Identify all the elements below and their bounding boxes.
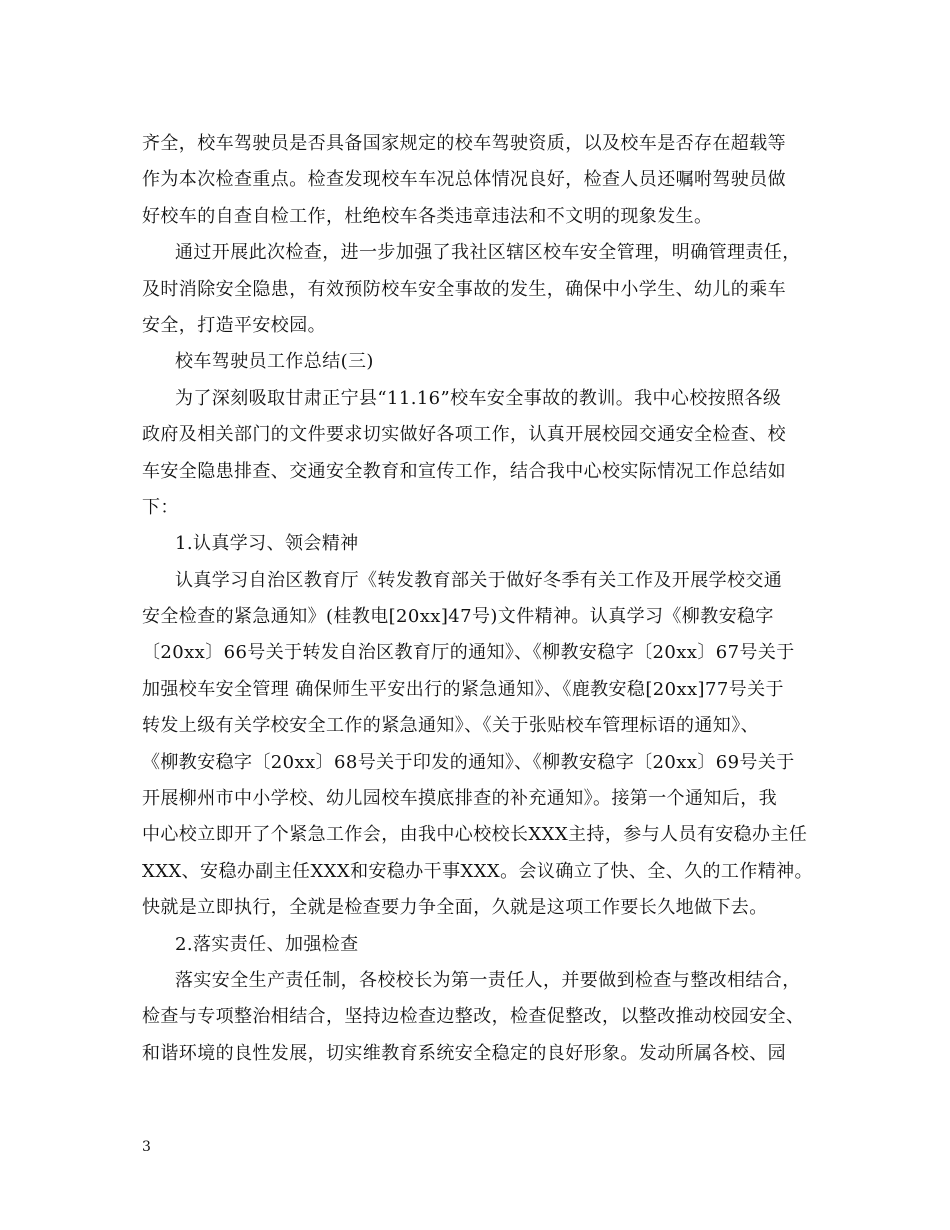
text-line: 好校车的自查自检工作，杜绝校车各类违章违法和不文明的现象发生。	[142, 205, 713, 227]
text-line: 1.认真学习、领会精神	[175, 533, 359, 555]
text-line: XXX、安稳办副主任XXX和安稳办干事XXX。会议确立了快、全、久的工作精神。	[142, 860, 813, 882]
text-line: 2.落实责任、加强检查	[175, 933, 359, 955]
text-line: 车安全隐患排查、交通安全教育和宣传工作，结合我中心校实际情况工作总结如	[142, 460, 786, 482]
text-line: 及时消除安全隐患，有效预防校车安全事故的发生，确保中小学生、幼儿的乘车	[142, 278, 786, 300]
text-line: 中心校立即开了个紧急工作会，由我中心校校长XXX主持，参与人员有安稳办主任	[142, 824, 808, 846]
text-line: 《柳教安稳字〔20xx〕68号关于印发的通知》、《柳教安稳字〔20xx〕69号关于	[142, 751, 795, 773]
text-line: 安全，打造平安校园。	[142, 314, 326, 336]
text-line: 开展柳州市中小学校、幼儿园校车摸底排查的补充通知》。接第一个通知后，我	[142, 788, 777, 810]
text-line: 检查与专项整治相结合，坚持边检查边整改，检查促整改，以整改推动校园安全、	[142, 1006, 805, 1028]
text-line: 作为本次检查重点。检查发现校车车况总体情况良好，检查人员还嘱咐驾驶员做	[142, 169, 786, 191]
text-line: 〔20xx〕66号关于转发自治区教育厅的通知》、《柳教安稳字〔20xx〕67号关于	[142, 642, 795, 664]
document-body	[142, 126, 814, 1072]
text-line: 转发上级有关学校安全工作的紧急通知》、《关于张贴校车管理标语的通知》、	[142, 715, 759, 737]
text-line: 校车驾驶员工作总结(三)	[175, 351, 374, 373]
text-line: 认真学习自治区教育厅《转发教育部关于做好冬季有关工作及开展学校交通	[175, 569, 783, 591]
text-line: 政府及相关部门的文件要求切实做好各项工作，认真开展校园交通安全检查、校	[142, 424, 786, 446]
text-line: 下：	[142, 496, 179, 518]
text-line: 齐全，校车驾驶员是否具备国家规定的校车驾驶资质，以及校车是否存在超载等	[142, 133, 786, 154]
text-line: 落实安全生产责任制，各校校长为第一责任人，并要做到检查与整改相结合，	[175, 969, 801, 991]
text-line: 为了深刻吸取甘肃正宁县“11.16”校车安全事故的教训。我中心校按照各级	[175, 387, 782, 409]
text-line: 安全检查的紧急通知》(桂教电[20xx]47号)文件精神。认真学习《柳教安稳字	[142, 606, 774, 628]
text-line: 快就是立即执行，全就是检查要力争全面，久就是这项工作要长久地做下去。	[142, 897, 768, 919]
page-number: 3	[142, 1139, 151, 1155]
text-line: 和谐环境的良性发展，切实维教育系统安全稳定的良好形象。发动所属各校、园	[142, 1042, 786, 1064]
text-line: 通过开展此次检查，进一步加强了我社区辖区校车安全管理，明确管理责任，	[175, 242, 801, 264]
text-line: 加强校车安全管理 确保师生平安出行的紧急通知》、《鹿教安稳[20xx]77号关于	[142, 678, 784, 700]
